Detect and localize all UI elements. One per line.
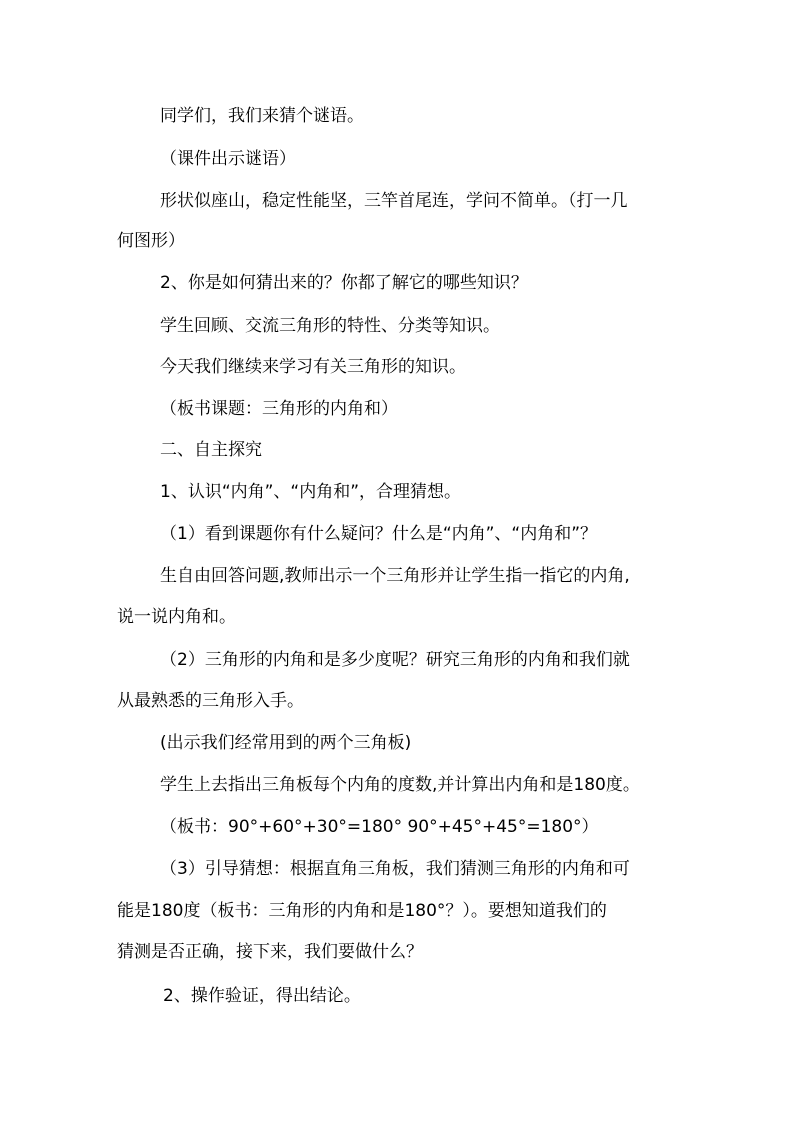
text-line-5: 2、你是如何猜出来的？你都了解它的哪些知识？	[160, 273, 528, 293]
text-line-20: 能是180度（板书：三角形的内角和是180°？）。要想知道我们的	[117, 901, 607, 921]
text-line-7: 今天我们继续来学习有关三角形的知识。	[160, 357, 466, 377]
section-heading: 二、自主探究	[160, 440, 262, 460]
text-line-15: 从最熟悉的三角形入手。	[117, 691, 304, 711]
text-line-10: 1、认识“内角”、“内角和”，合理猜想。	[160, 482, 462, 502]
text-line-17: 学生上去指出三角板每个内角的度数,并计算出内角和是180度。	[160, 775, 640, 795]
text-line-11: （1）看到课题你有什么疑问？什么是“内角”、“内角和”？	[160, 524, 598, 544]
text-line-2: （课件出示谜语）	[160, 149, 296, 169]
text-line-16: (出示我们经常用到的两个三角板)	[160, 733, 412, 753]
text-line-19: （3）引导猜想：根据直角三角板，我们猜测三角形的内角和可	[160, 859, 630, 879]
text-line-1: 同学们，我们来猜个谜语。	[160, 106, 364, 126]
text-line-8: （板书课题：三角形的内角和）	[160, 399, 398, 419]
text-line-6: 学生回顾、交流三角形的特性、分类等知识。	[160, 316, 500, 336]
text-line-4: 何图形）	[117, 231, 185, 251]
text-line-14: （2）三角形的内角和是多少度呢？研究三角形的内角和我们就	[160, 650, 630, 670]
text-line-13: 说一说内角和。	[117, 607, 236, 627]
text-line-3: 形状似座山，稳定性能坚，三竿首尾连，学问不简单。（打一几	[160, 191, 628, 211]
text-line-22: 2、操作验证，得出结论。	[163, 986, 361, 1006]
text-line-21: 猜测是否正确，接下来，我们要做什么？	[117, 942, 423, 962]
text-line-12: 生自由回答问题,教师出示一个三角形并让学生指一指它的内角,	[160, 566, 630, 586]
text-line-18: （板书：90°+60°+30°=180° 90°+45°+45°=180°）	[160, 817, 599, 837]
